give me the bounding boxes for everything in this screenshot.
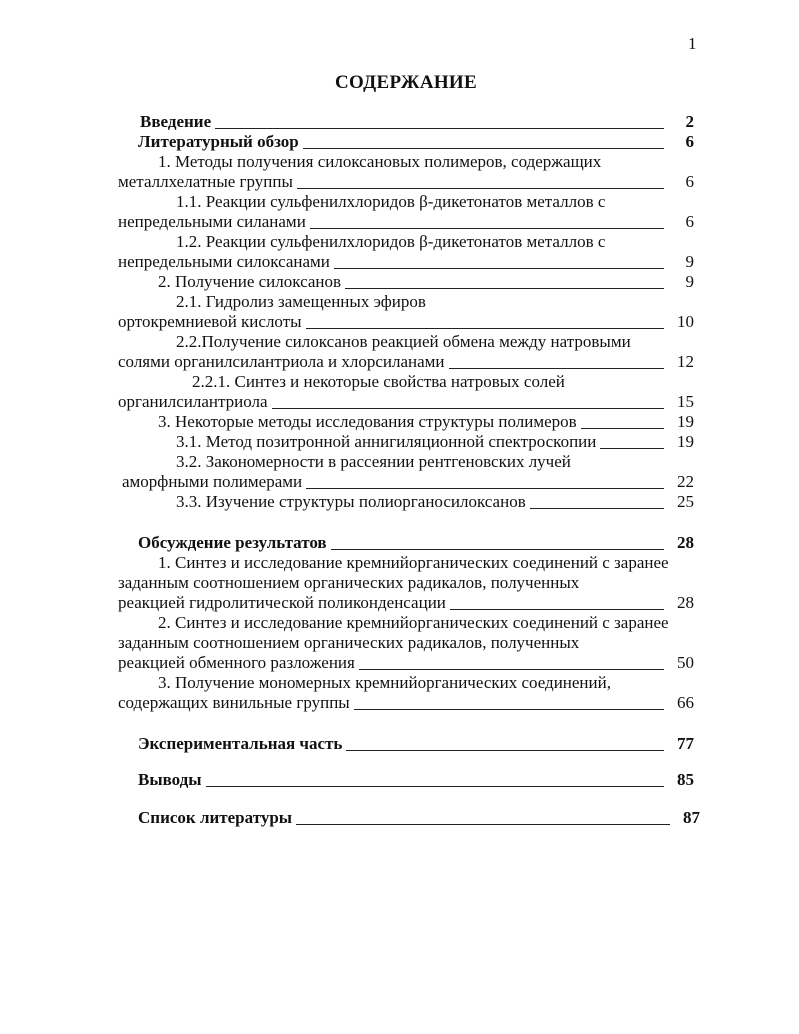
toc-label: Литературный обзор [138, 132, 299, 151]
toc-label: металлхелатные группы [118, 172, 293, 191]
toc-text: 1.1. Реакции сульфенилхлоридов β-дикетонатов металлов с [176, 192, 606, 211]
leader-line [359, 669, 664, 670]
toc-entry-s31 [176, 432, 694, 452]
leader-line [306, 328, 664, 329]
toc-page: 15 [677, 392, 694, 411]
toc-entry-s3 [158, 412, 694, 432]
toc-page: 22 [677, 472, 694, 491]
toc-text: 2. Синтез и исследование кремнийорганических соединений с заранее [158, 613, 669, 632]
toc-entry-discussion [138, 533, 694, 553]
toc-label: 3. Некоторые методы исследования структуры полимеров [158, 412, 577, 431]
leader-line [600, 448, 664, 449]
toc-page: 50 [677, 653, 694, 672]
toc-entry-line [158, 553, 669, 573]
toc-entry-line [176, 332, 631, 352]
toc-page: 77 [677, 734, 694, 753]
toc-entry-s1 [118, 172, 694, 192]
toc-entry-s21 [118, 312, 694, 332]
toc-entry-s22 [118, 352, 694, 372]
toc-page: 25 [677, 492, 694, 511]
toc-label: реакцией гидролитической поликонденсации [118, 593, 446, 612]
toc-label: Выводы [138, 770, 202, 789]
toc-entry-line [176, 292, 426, 312]
toc-page: 6 [685, 172, 694, 191]
toc-text: 2.2.1. Синтез и некоторые свойства натровых солей [192, 372, 565, 391]
toc-label: 2. Получение силоксанов [158, 272, 342, 291]
toc-entry-line [158, 152, 601, 172]
toc-page: 28 [677, 593, 694, 612]
leader-line [215, 128, 664, 129]
toc-label: непредельными силанами [118, 212, 306, 231]
toc-entry-lit-review [138, 132, 694, 152]
toc-entry-line [158, 673, 611, 693]
toc-entry-line [176, 192, 605, 212]
toc-page: 9 [685, 252, 694, 271]
toc-entry-experimental [138, 734, 694, 754]
toc-label: Введение [140, 112, 212, 131]
toc-page: 6 [685, 212, 694, 231]
toc-entry-s2 [158, 272, 694, 292]
toc-entry-conclusions [138, 770, 694, 790]
toc-entry-intro [140, 112, 694, 132]
toc-page: 87 [683, 808, 700, 827]
toc-page: 9 [685, 272, 694, 291]
toc-text: заданным соотношением органических радикалов, полученных [118, 573, 580, 592]
toc-text: заданным соотношением органических радикалов, полученных [118, 633, 580, 652]
toc-page: 85 [677, 770, 694, 789]
leader-line [303, 148, 664, 149]
toc-page: 19 [677, 432, 694, 451]
toc-entry-line [176, 452, 571, 472]
toc-entry-d2 [118, 653, 694, 673]
toc-label: органилсилантриола [118, 392, 268, 411]
toc-entry-line [158, 613, 669, 633]
leader-line [354, 709, 664, 710]
toc-text: 1. Синтез и исследование кремнийорганических соединений с заранее [158, 553, 669, 572]
toc-page: 66 [677, 693, 694, 712]
toc-entry-d3 [118, 693, 694, 713]
toc-page: 6 [685, 132, 694, 151]
leader-line [306, 488, 664, 489]
leader-line [345, 288, 664, 289]
leader-line [310, 228, 664, 229]
toc-entry-line [176, 232, 605, 252]
toc-label: Экспериментальная часть [138, 734, 343, 753]
leader-line [450, 609, 664, 610]
toc-entry-line [118, 633, 579, 653]
toc-entry-s12 [118, 252, 694, 272]
toc-text: 1. Методы получения силоксановых полимеров, содержащих [158, 152, 602, 171]
toc-entry-line [192, 372, 565, 392]
leader-line [530, 508, 664, 509]
leader-line [206, 786, 664, 787]
toc-label: Список литературы [138, 808, 293, 827]
leader-line [272, 408, 664, 409]
toc-entry-references [138, 808, 700, 828]
toc-text: 2.2.Получение силоксанов реакцией обмена между натровыми [176, 332, 631, 351]
toc-text: 1.2. Реакции сульфенилхлоридов β-дикетонатов металлов с [176, 232, 606, 251]
toc-label: солями органилсилантриола и хлорсиланами [118, 352, 445, 371]
toc-label: ортокремниевой кислоты [118, 312, 302, 331]
leader-line [334, 268, 664, 269]
toc-text: 2.1. Гидролиз замещенных эфиров [176, 292, 426, 311]
toc-text: 3.2. Закономерности в рассеянии рентгеновских лучей [176, 452, 571, 471]
toc-text: 3. Получение мономерных кремнийорганических соединений, [158, 673, 611, 692]
toc-page: 12 [677, 352, 694, 371]
toc-entry-s32 [122, 472, 694, 492]
toc-page: 28 [677, 533, 694, 552]
toc-entry-s11 [118, 212, 694, 232]
toc-entry-s33 [176, 492, 694, 512]
leader-line [581, 428, 664, 429]
leader-line [297, 188, 664, 189]
leader-line [449, 368, 665, 369]
toc-label: содержащих винильные группы [118, 693, 350, 712]
toc-page: 19 [677, 412, 694, 431]
toc-entry-s221 [118, 392, 694, 412]
toc-label: реакцией обменного разложения [118, 653, 355, 672]
page-number: 1 [688, 34, 697, 53]
toc-page: 2 [685, 112, 694, 131]
page-title: СОДЕРЖАНИЕ [335, 72, 477, 93]
leader-line [296, 824, 670, 825]
toc-page: 10 [677, 312, 694, 331]
toc-entry-line [118, 573, 579, 593]
toc-label: 3.3. Изучение структуры полиорганосилоксанов [176, 492, 526, 511]
toc-label: непредельными силоксанами [118, 252, 330, 271]
toc-label: Обсуждение результатов [138, 533, 327, 552]
leader-line [331, 549, 664, 550]
toc-entry-d1 [118, 593, 694, 613]
leader-line [346, 750, 664, 751]
toc-label: 3.1. Метод позитронной аннигиляционной спектроскопии [176, 432, 597, 451]
toc-label: аморфными полимерами [122, 472, 303, 491]
